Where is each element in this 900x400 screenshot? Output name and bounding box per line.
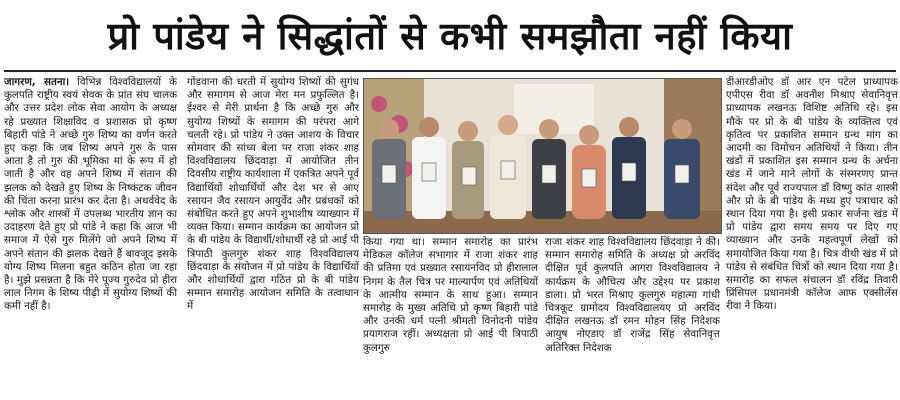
headline: प्रो पांडेय ने सिद्धांतों से कभी समझौता नहीं किया	[107, 14, 793, 58]
column-3-text: किया गया था। सम्मान समारोह का प्रारंभ मेडिकल कॉलेज सभागार में राजा शंकर शाह की प्रतिमा एवं प्रख्यात रसायनविद प्रो हीरालाल निगम के तैल चित्र पर माल्यार्पण एवं अतिथियों के आत्मीय सम्मान के साथ हुआ। सम्मान समारोह के मुख्य अतिथि प्रो कृष्ण बिहारी पांडे और उनकी धर्म पत्नी श्रीमती विनोदनी पांडेय प्रयागराज रहीं। अध्यक्षता प्रो आई पी त्रिपाठी कुलगुरु	[363, 236, 538, 354]
news-photo	[363, 78, 722, 234]
column-3	[363, 236, 538, 394]
dateline: जागरण, सतना।	[4, 76, 70, 88]
column-2	[187, 76, 359, 394]
column-5-text: डीआरडीओए डॉ आर एन पटेल प्राध्यापक एपीएस रीवा डॉ अवनीश मिश्राए सेवानिवृत्त प्राध्यापक लखनऊ विशिष्ट अतिथि रहे। इस मौके पर प्रो के बी पांडेय के व्यक्तित्व एवं कृतित्व पर प्रकाशित सम्मान ग्रन्थ मांग का आदमी का विमोचन अतिथियों ने किया। तीन खंडों में प्रकाशित इस सम्मान ग्रन्थ के अर्चना खंड में जाने माने लोगों के संस्मरणए प्रान्त संदेश और पूर्व राज्यपाल डॉ विष्णु कांत शास्त्री और प्रो के बी पांडेय के मध्य हुए पत्राचार को स्थान दिया गया है। इसी प्रकार सर्जना खंड में प्रो पांडेय द्वारा समय समय पर दिए गए व्याख्यान और उनके महत्वपूर्ण लेखों को समायोजित किया गया है। चित्र वीथी खंड में प्रो पांडेय से संबंधित चित्रों को स्थान दिया गया है। समारोह का सफल संचालन डॉ रविंद्र तिवारी प्रिंसिपल प्रधानमंत्री कॉलेज आफ एक्सीलेंस रीवा ने किया।	[726, 76, 898, 313]
column-1	[4, 76, 177, 394]
group-photo-illustration	[364, 79, 721, 233]
column-2-text: गोंडवाना की धरती में सुयोग्य शिष्यों की सुगंध और समागम से आज मेरा मन प्रफुल्लित है। ईश्वर से मेरी प्रार्थना है कि अच्छे गुरु और सुयोग्य शिष्यों के समागम की परंपरा आगे चलती रहे। प्रो पांडेय ने उक्त आशय के विचार सोमवार की सांध्य बेला पर राजा शंकर शाह विश्वविद्यालय छिंदवाड़ा में आयोजित तीन दिवसीय राष्ट्रीय कार्यशाला में एकत्रित अपने पूर्व विद्यार्थियों शोधार्थियों और देश भर से आए रसायन जैव रसायन आयुर्वेद और प्रबंधकों को संबोधित करते हुए अपने शुभाशीष व्याख्यान में व्यक्त किया। सम्मान कार्यक्रम का आयोजन प्रो के बी पांडेय के विद्यार्थी/शोधार्थी रहे प्रो आई पी त्रिपाठी कुलगुरु शंकर शाह विश्वविद्यालय छिंदवाड़ा के संयोजन में प्रो पांडेय के विद्यार्थियों और शोधार्थियों द्वारा गठित प्रो के बी पांडेय सम्मान समारोह आयोजन समिति के तत्वाधान में	[187, 76, 359, 313]
column-5	[726, 76, 898, 394]
column-4	[545, 236, 720, 394]
headline-rule	[4, 70, 896, 72]
column-4-text: राजा शंकर शाह विश्वविद्यालय छिंदवाड़ा ने की। सम्मान समारोह समिति के अध्यक्ष प्रो अरविंद दीक्षित पूर्व कुलपति आगरा विश्वविद्यालय ने कार्यक्रम के औचित्य और उद्देश्य पर प्रकाश डाला। प्रो भरत मिश्राए कुलगुरु महात्मा गांधी चित्रकूट ग्रामोदय विश्वविद्यालयए प्रो अरविंद दीक्षित लखनऊ डॉ रमन मोहन सिंह निदेशक आयुष नोएडाए डॉ राजेंद्र सिंह सेवानिवृत्त अतिरिक्त निदेशक	[545, 236, 720, 354]
column-1-text: विभिन्न विश्वविद्यालयों के कुलपति राष्ट्रीय स्वयं सेवक के प्रांत संघ चालक और उत्तर प्रदेश लोक सेवा आयोग के अध्यक्ष रहे प्रख्यात शिक्षाविद व प्रशासक प्रो कृष्ण बिहारी पांडे ने अच्छे गुरु शिष्य का वर्णन करते हुए कहा कि जब शिष्य अपने गुरु के पास आता है तो गुरु की भूमिका मां के रूप में हो जाती है और वह अपने शिष्य में संतान की झलक को देखते हुए शिष्य के निष्कंटक जीवन की चिंता करना प्रारंभ कर देता है। अथर्ववेद के श्लोक और शास्त्रों में उपलब्ध भारतीय ज्ञान का उदाहरण देते हुए प्रो पांडे ने कहा कि आज भी समाज में ऐसे गुरु मिलेंगे जो अपने शिष्य में अपने संतान की झलक देखते हैं बावजूद इसके योग्य शिष्य मिलना बहुत कठिन होता जा रहा है। मुझे प्रसन्नता है कि मेरे पूज्य गुरुदेव प्रो हीरा लाल निगम के शिष्य पीढ़ी में सुयोग्य शिष्यों की कमी नहीं है।	[4, 76, 177, 313]
